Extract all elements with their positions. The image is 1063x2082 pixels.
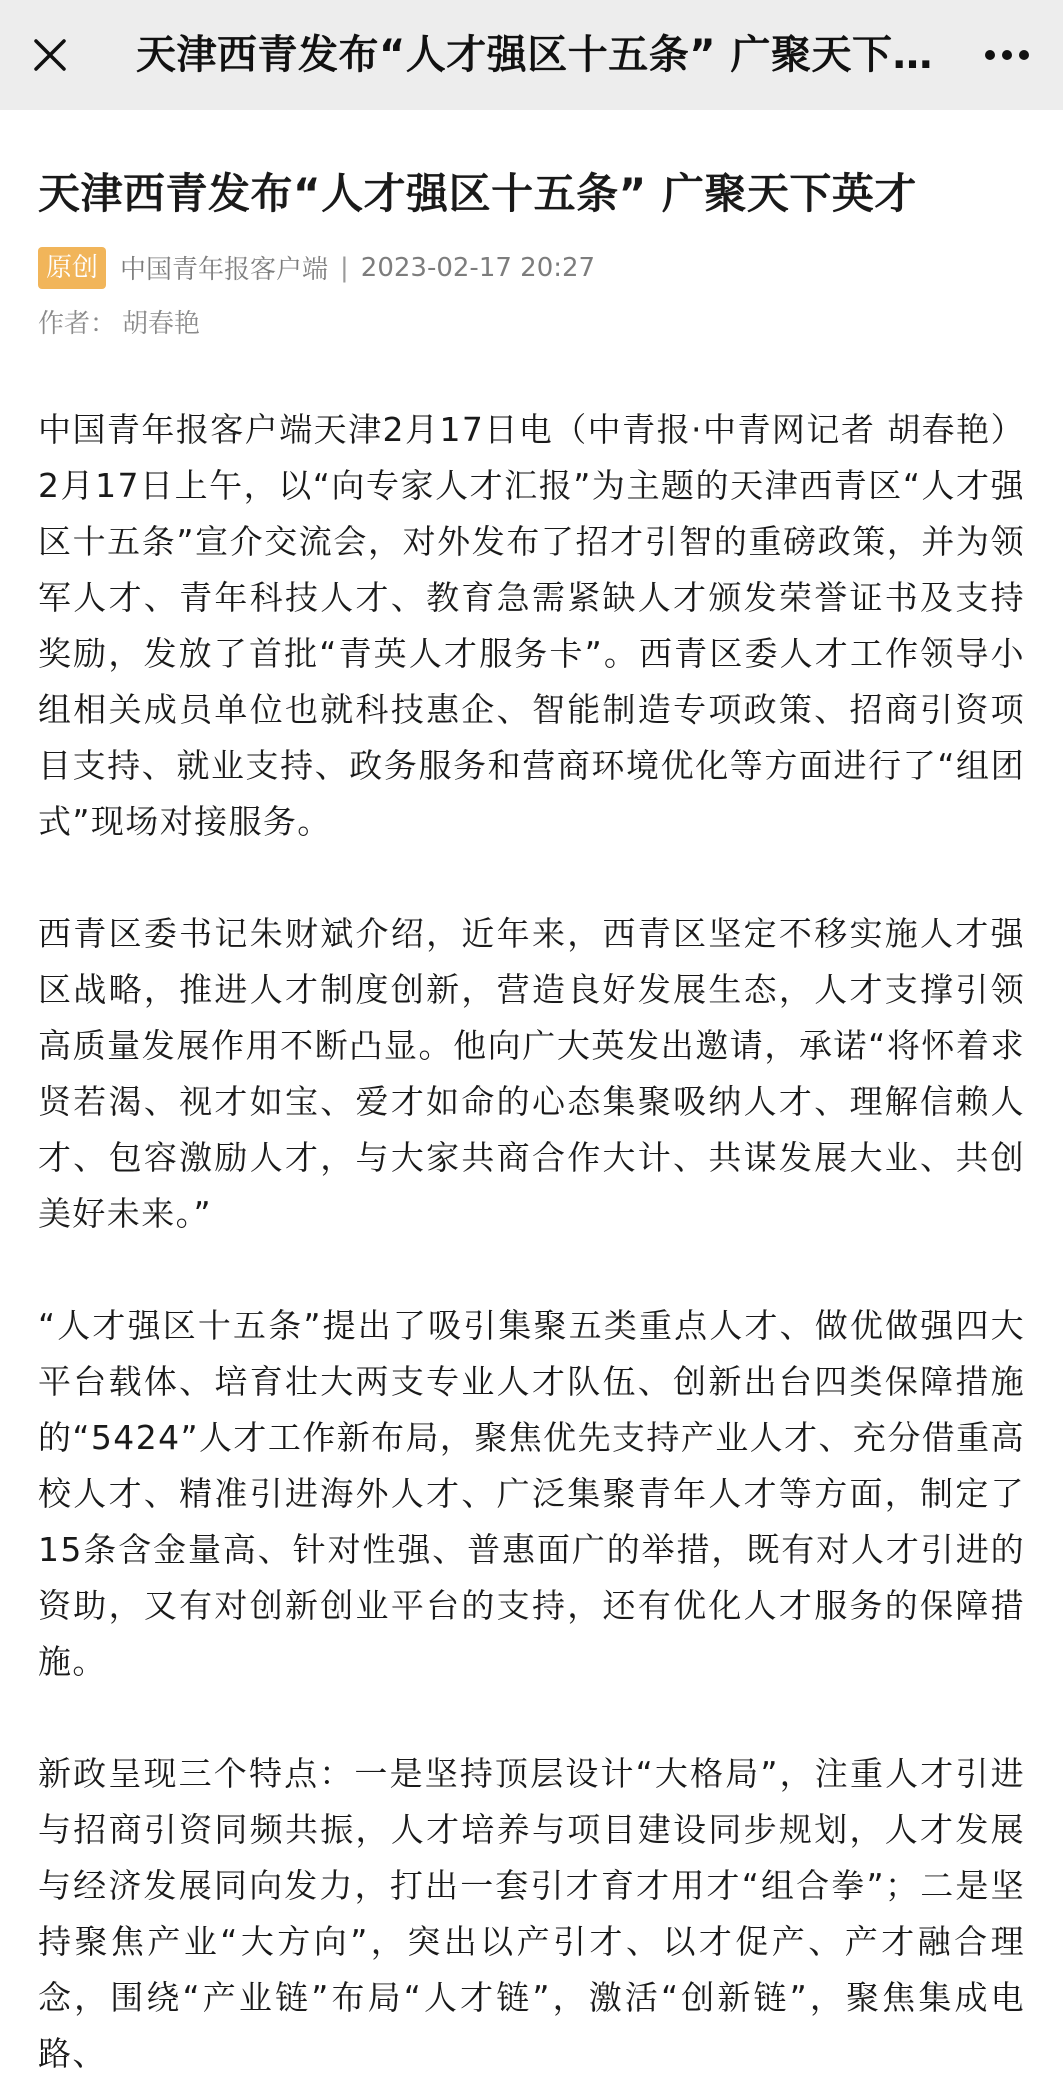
meta-separator: | xyxy=(340,252,349,283)
author-name: 胡春艳 xyxy=(122,308,201,339)
more-button[interactable] xyxy=(967,27,1047,83)
paragraph: “人才强区十五条”提出了吸引集聚五类重点人才、做优做强四大平台载体、培育壮大两支专业人才队伍、创新出台四类保障措施的“5424”人才工作新布局，聚焦优先支持产业人才、充分借重高校人才、精准引进海外人才、广泛集聚青年人才等方面，制定了15条含金量高、针对性强、普惠面广的举措，既有对人才引进的资助，又有对创新创业平台的支持，还有优化人才服务的保障措施。 xyxy=(38,1305,1025,1681)
original-badge: 原创 xyxy=(38,247,106,289)
more-dots-icon xyxy=(984,49,1030,61)
author-line xyxy=(38,303,1025,340)
close-icon xyxy=(32,37,68,73)
nav-title: 天津西青发布“人才强区十五条” 广聚天下… xyxy=(136,32,934,78)
source-link[interactable]: 中国青年报客户端 xyxy=(120,255,329,286)
paragraph: 新政呈现三个特点：一是坚持顶层设计“大格局”，注重人才引进与招商引资同频共振，人才培养与项目建设同步规划，人才发展与经济发展同向发力，打出一套引才育才用才“组合拳”；二是坚持聚焦产业“大方向”，突出以产引才、以才促产、产才融合理念，围绕“产业链”布局“人才链”，激活“创新链”，聚焦集成电路、 xyxy=(38,1753,1025,2073)
close-button[interactable] xyxy=(22,27,78,83)
article xyxy=(0,166,1063,2082)
paragraph: 西青区委书记朱财斌介绍，近年来，西青区坚定不移实施人才强区战略，推进人才制度创新，营造良好发展生态，人才支撑引领高质量发展作用不断凸显。他向广大英发出邀请，承诺“将怀着求贤若渴、视才如宝、爱才如命的心态集聚吸纳人才、理解信赖人才、包容激励人才，与大家共商合作大计、共谋发展大业、共创美好未来。” xyxy=(38,913,1025,1233)
paragraph: 中国青年报客户端天津2月17日电（中青报·中青网记者 胡春艳）2月17日上午，以“向专家人才汇报”为主题的天津西青区“人才强区十五条”宣介交流会，对外发布了招才引智的重磅政策，并为领军人才、青年科技人才、教育急需紧缺人才颁发荣誉证书及支持奖励，发放了首批“青英人才服务卡”。西青区委人才工作领导小组相关成员单位也就科技惠企、智能制造专项政策、招商引资项目支持、就业支持、政务服务和营商环境优化等方面进行了“组团式”现场对接服务。 xyxy=(38,409,1025,841)
article-meta xyxy=(38,247,1025,289)
article-title: 天津西青发布“人才强区十五条” 广聚天下英才 xyxy=(38,169,917,218)
article-body xyxy=(38,402,1025,2082)
publish-date: 2023-02-17 20:27 xyxy=(360,252,596,283)
navigation-bar xyxy=(0,0,1063,110)
author-label: 作者： xyxy=(38,308,117,339)
